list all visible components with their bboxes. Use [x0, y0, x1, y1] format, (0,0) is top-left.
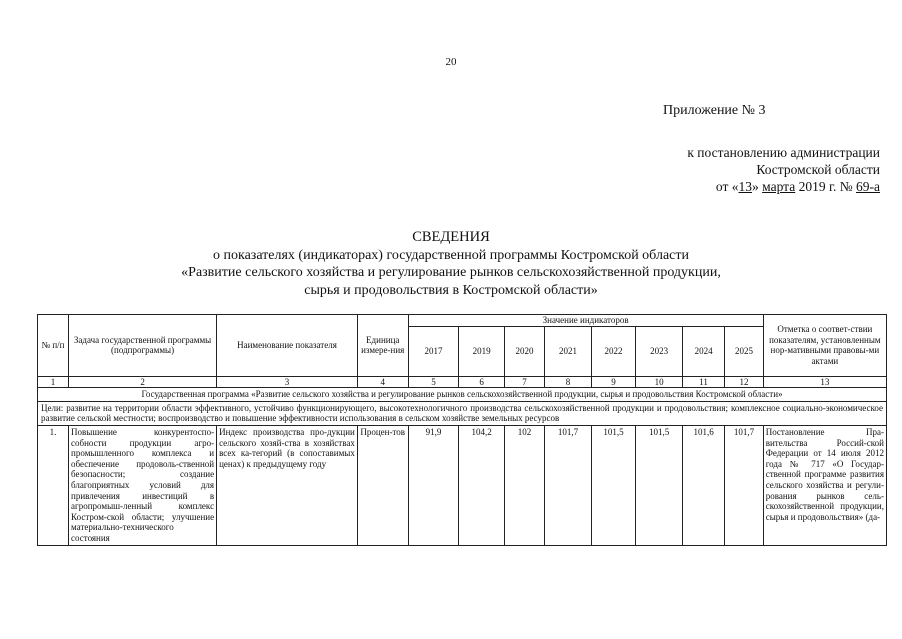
decree-line-2: Костромской области: [756, 162, 880, 177]
decree-line-1: к постановлению администрации: [687, 145, 880, 160]
column-number: 13: [763, 376, 886, 388]
column-number-row: [38, 376, 887, 388]
row-note: Постановление Пра-вительства Россий-ской Федерации от 14 июля 2012 года № 717 «О Государ-ственной программе развития сельского хозяйства и регули-рования рынков сель-скохозяйственной продукции, сырья и продовольствия» (да-: [763, 425, 886, 545]
decree-date-mid: »: [752, 179, 763, 194]
decree-date-line: [560, 178, 880, 195]
title-line-1: о показателях (индикаторах) государственной программы Костромской области: [213, 247, 689, 263]
header-year: 2022: [591, 326, 636, 376]
row-unit: Процен-тов: [357, 425, 408, 545]
column-number: 9: [591, 376, 636, 388]
decree-number: 69-а: [856, 179, 880, 194]
header-note: Отметка о соответ-ствии показателям, установленным нор-мативными правовы-ми актами: [763, 315, 886, 377]
row-value: 101,5: [636, 425, 683, 545]
table-header-row: [38, 315, 887, 327]
header-year: 2025: [725, 326, 763, 376]
decree-reference: [560, 144, 880, 195]
decree-day: 13: [738, 179, 753, 194]
row-value: 101,5: [591, 425, 636, 545]
program-row: [38, 388, 887, 402]
header-unit: Единица измере-ния: [357, 315, 408, 377]
column-number: 3: [217, 376, 358, 388]
row-num: 1.: [38, 425, 69, 545]
table-row: [38, 425, 887, 545]
decree-date-suffix: 2019 г. №: [795, 179, 856, 194]
decree-month: марта: [762, 179, 796, 194]
row-task: Повышение конкурентоспо-собности продукции агро-промышленного комплекса и обеспечение продоволь-ственной безопасности; создание благоприятных условий для привлечения инвестиций в агропромыш-ленный комплекс Костром-ской области; улучшение материально-технического состояния: [69, 425, 217, 545]
row-indicator: Индекс производства про-дукции сельского хозяй-ства в хозяйствах всех ка-тегорий (в сопоставимых ценах) к предыдущему году: [217, 425, 358, 545]
header-year: 2021: [545, 326, 592, 376]
column-number: 1: [38, 376, 69, 388]
appendix-label: Приложение № 3: [663, 103, 766, 118]
column-number: 4: [357, 376, 408, 388]
column-number: 6: [459, 376, 505, 388]
page-number: 20: [445, 56, 457, 68]
column-number: 10: [636, 376, 683, 388]
row-value: 91,9: [408, 425, 459, 545]
header-year: 2024: [682, 326, 724, 376]
row-value: 101,7: [725, 425, 763, 545]
header-values-group: Значение индикаторов: [408, 315, 763, 327]
title-heading: СВЕДЕНИЯ: [412, 229, 490, 245]
column-number: 8: [545, 376, 592, 388]
column-number: 7: [504, 376, 544, 388]
header-num: № п/п: [38, 315, 69, 377]
header-task: Задача государственной программы (подпрограммы): [69, 315, 217, 377]
column-number: 5: [408, 376, 459, 388]
decree-date-prefix: от «: [715, 179, 739, 194]
title-line-2: «Развитие сельского хозяйства и регулирование рынков сельскохозяйственной продукции,: [181, 265, 721, 280]
header-year: 2023: [636, 326, 683, 376]
goals-row: [38, 401, 887, 425]
header-year: 2019: [459, 326, 505, 376]
column-number: 2: [69, 376, 217, 388]
row-value: 102: [504, 425, 544, 545]
program-goals: Цели: развитие на территории области эффективного, устойчиво функционирующего, высокотехнологичного производства сельскохозяйственной продукции и продовольствия; комплексное социально-экономическое развитие сельской местности; воспроизводство и повышение эффективности использования в сельском хозяйстве земельных ресурсов: [38, 401, 887, 425]
header-indicator: Наименование показателя: [217, 315, 358, 377]
header-year: 2017: [408, 326, 459, 376]
row-value: 104,2: [459, 425, 505, 545]
row-value: 101,6: [682, 425, 724, 545]
row-value: 101,7: [545, 425, 592, 545]
document-title: [0, 229, 902, 299]
indicators-table: [37, 314, 887, 546]
title-line-3: сырья и продовольствия в Костромской области»: [304, 282, 598, 298]
program-name: Государственная программа «Развитие сельского хозяйства и регулирование рынков сельскохозяйственной продукции, сырья и продовольствия Костромской области»: [38, 388, 887, 402]
column-number: 11: [682, 376, 724, 388]
header-year: 2020: [504, 326, 544, 376]
column-number: 12: [725, 376, 763, 388]
